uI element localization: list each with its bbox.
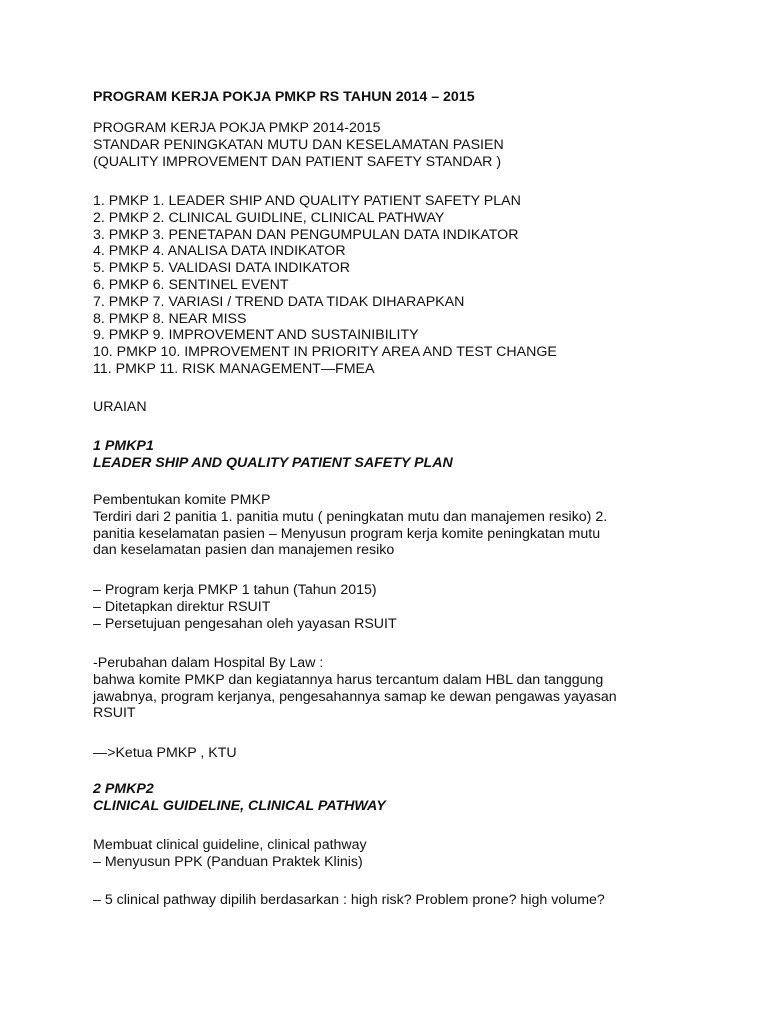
- section1-paragraph-3: [93, 655, 728, 722]
- section2-number: 2 PMKP2: [93, 781, 154, 797]
- toc-item: 1. PMKP 1. LEADER SHIP AND QUALITY PATIENT SAFETY PLAN: [93, 193, 521, 209]
- paragraph-line: – Persetujuan pengesahan oleh yayasan RSUIT: [93, 615, 397, 632]
- paragraph-line: – Menyusun PPK (Panduan Praktek Klinis): [93, 853, 363, 870]
- toc-item: 4. PMKP 4. ANALISA DATA INDIKATOR: [93, 243, 346, 260]
- section1-heading: LEADER SHIP AND QUALITY PATIENT SAFETY PLAN: [93, 454, 453, 471]
- paragraph-line: RSUIT: [93, 705, 136, 722]
- toc-list: [93, 193, 728, 378]
- toc-item: 5. PMKP 5. VALIDASI DATA INDIKATOR: [93, 260, 351, 277]
- toc-item: 2. PMKP 2. CLINICAL GUIDLINE, CLINICAL PATHWAY: [93, 209, 445, 226]
- document-title-block: [93, 89, 728, 106]
- uraian-heading-block: [93, 399, 728, 416]
- toc-item: 7. PMKP 7. VARIASI / TREND DATA TIDAK DIHARAPKAN: [93, 293, 465, 310]
- toc-item: 6. PMKP 6. SENTINEL EVENT: [93, 276, 289, 293]
- section2-paragraph-1: [93, 837, 728, 871]
- paragraph-line: Pembentukan komite PMKP: [93, 492, 271, 508]
- paragraph-line: – 5 clinical pathway dipilih berdasarkan : high risk? Problem prone? high volume?: [93, 892, 605, 908]
- section1-paragraph-4: [93, 745, 728, 762]
- paragraph-line: bahwa komite PMKP dan kegiatannya harus tercantum dalam HBL dan tanggung: [93, 671, 604, 688]
- section2-heading: CLINICAL GUIDELINE, CLINICAL PATHWAY: [93, 797, 386, 814]
- paragraph-line: – Program kerja PMKP 1 tahun (Tahun 2015): [93, 582, 377, 598]
- document-title: PROGRAM KERJA POKJA PMKP RS TAHUN 2014 – 2015: [93, 89, 475, 105]
- section2-paragraph-2: [93, 892, 728, 909]
- paragraph-line: -Perubahan dalam Hospital By Law :: [93, 655, 324, 671]
- paragraph-line: —>Ketua PMKP , KTU: [93, 745, 237, 761]
- paragraph-line: panitia keselamatan pasien – Menyusun program kerja komite peningkatan mutu: [93, 525, 601, 542]
- header-line: (QUALITY IMPROVEMENT DAN PATIENT SAFETY STANDAR ): [93, 153, 502, 170]
- toc-item: 8. PMKP 8. NEAR MISS: [93, 310, 247, 327]
- toc-item: 11. PMKP 11. RISK MANAGEMENT—FMEA: [93, 360, 375, 377]
- toc-item: 10. PMKP 10. IMPROVEMENT IN PRIORITY AREA AND TEST CHANGE: [93, 344, 557, 361]
- toc-item: 9. PMKP 9. IMPROVEMENT AND SUSTAINIBILITY: [93, 327, 419, 344]
- section1-paragraph-2: [93, 582, 728, 632]
- section1-number: 1 PMKP1: [93, 438, 154, 454]
- header-line: STANDAR PENINGKATAN MUTU DAN KESELAMATAN PASIEN: [93, 136, 504, 153]
- toc-item: 3. PMKP 3. PENETAPAN DAN PENGUMPULAN DATA INDIKATOR: [93, 226, 519, 243]
- section2-heading-block: [93, 781, 728, 815]
- header-block: [93, 120, 728, 170]
- paragraph-line: – Ditetapkan direktur RSUIT: [93, 598, 271, 615]
- paragraph-line: jawabnya, program kerjanya, pengesahannya samap ke dewan pengawas yayasan: [93, 688, 617, 705]
- paragraph-line: Membuat clinical guideline, clinical pathway: [93, 837, 367, 853]
- paragraph-line: Terdiri dari 2 panitia 1. panitia mutu ( peningkatan mutu dan manajemen resiko) 2.: [93, 508, 608, 525]
- header-line: PROGRAM KERJA POKJA PMKP 2014-2015: [93, 120, 381, 136]
- section1-heading-block: [93, 438, 728, 472]
- uraian-heading: URAIAN: [93, 399, 147, 415]
- section1-paragraph-1: [93, 492, 728, 559]
- paragraph-line: dan keselamatan pasien dan manajemen resiko: [93, 542, 395, 559]
